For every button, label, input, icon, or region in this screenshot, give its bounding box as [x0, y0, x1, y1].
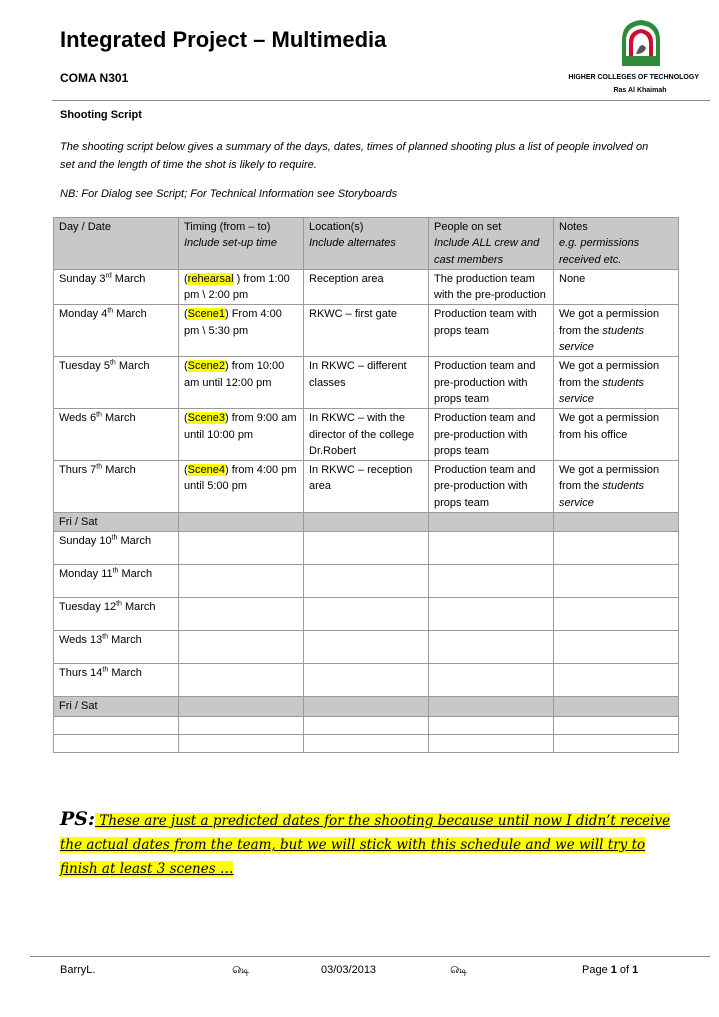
table-row [54, 532, 679, 565]
table-row [54, 734, 679, 752]
empty-cell [179, 697, 304, 716]
header-divider [52, 100, 710, 101]
day-label: Weds 6 [59, 412, 97, 425]
empty-cell [179, 565, 304, 598]
month-label: March [115, 360, 150, 373]
column-header-title: Day / Date [59, 221, 111, 233]
column-header [54, 218, 179, 270]
empty-cell [179, 532, 304, 565]
ps-note [60, 807, 680, 881]
empty-cell [304, 716, 429, 734]
notes-text: We got a permission from the [559, 308, 660, 337]
empty-cell [554, 598, 679, 631]
notes-emphasis: students service [559, 480, 644, 509]
empty-cell [554, 513, 679, 532]
empty-cell [554, 631, 679, 664]
notes-text: None [559, 272, 586, 285]
timing-cell [179, 305, 304, 357]
day-label: Monday 4 [59, 308, 108, 321]
footer-page-number [582, 964, 638, 976]
table-row [54, 716, 679, 734]
notes-cell [554, 269, 679, 305]
empty-cell [179, 631, 304, 664]
location-cell: Reception area [304, 269, 429, 305]
day-label: Thurs 14 [59, 667, 103, 680]
empty-cell [429, 513, 554, 532]
scene-highlight: Scene2 [187, 360, 225, 373]
timing-range: ) from 9:00 am until 10:00 pm [184, 412, 297, 441]
footer-date: 03/03/2013 [321, 964, 377, 976]
people-cell: The production team with the pre-production [429, 269, 554, 305]
table-row [54, 565, 679, 598]
day-date-cell [54, 532, 179, 565]
notes-text: We got a permission from the [559, 464, 660, 493]
empty-cell [554, 734, 679, 752]
column-header [429, 218, 554, 270]
empty-cell [429, 565, 554, 598]
empty-cell [429, 532, 554, 565]
location-cell: RKWC – first gate [304, 305, 429, 357]
scene-highlight: Scene3 [187, 412, 225, 425]
month-label: March [108, 634, 142, 647]
day-date-cell [54, 269, 179, 305]
location-cell: In RKWC – different classes [304, 357, 429, 409]
day-ordinal: th [96, 411, 102, 419]
day-label: Tuesday 5 [59, 360, 110, 373]
ps-message: These are just a predicted dates for the shooting because until now I didn’t receive the actual dates from the team, but we will stick with this schedule and we will try to finish at least 3 scenes … [60, 813, 671, 877]
column-header-title: Timing (from – to) [184, 221, 271, 233]
timing-open: ( [184, 272, 188, 285]
people-cell: Production team with props team [429, 305, 554, 357]
footer-ornament-icon: ௸ [232, 964, 250, 976]
empty-cell [304, 565, 429, 598]
empty-cell [54, 734, 179, 752]
column-header-hint: e.g. permissions received etc. [559, 237, 640, 266]
notes-text: We got a permission from the [559, 360, 660, 389]
timing-open: ( [184, 308, 188, 321]
month-label: March [101, 412, 136, 425]
page-of: of [616, 964, 633, 976]
column-header-hint: Include ALL crew and cast members [434, 237, 540, 266]
weekend-row [54, 697, 679, 716]
column-header [554, 218, 679, 270]
empty-cell [179, 598, 304, 631]
day-label: Weds 13 [59, 634, 103, 647]
scene-highlight: rehearsal [187, 272, 234, 285]
location-cell: In RKWC – reception area [304, 461, 429, 513]
day-ordinal: th [102, 666, 109, 674]
column-header-title: People on set [434, 221, 502, 233]
people-cell: Production team and pre-production with props team [429, 357, 554, 409]
column-header-hint: Include alternates [309, 237, 396, 250]
table-row [54, 409, 679, 461]
empty-cell [554, 716, 679, 734]
column-header-hint: Include set-up time [184, 237, 277, 250]
scene-highlight: Scene1 [187, 308, 225, 321]
ps-label: PS: [60, 808, 96, 830]
empty-cell [304, 697, 429, 716]
month-label: March [111, 272, 146, 285]
empty-cell [304, 513, 429, 532]
column-header [304, 218, 429, 270]
month-label: March [121, 601, 156, 614]
table-row [54, 269, 679, 305]
empty-cell [429, 631, 554, 664]
column-header-title: Location(s) [309, 221, 364, 233]
day-ordinal: rd [105, 272, 112, 280]
empty-cell [54, 716, 179, 734]
day-date-cell [54, 461, 179, 513]
month-label: March [117, 535, 152, 548]
empty-cell [304, 598, 429, 631]
notes-cell [554, 409, 679, 461]
timing-cell [179, 461, 304, 513]
notes-text: We got a permission from his office [559, 412, 660, 441]
table-row [54, 631, 679, 664]
notes-emphasis: students service [559, 376, 644, 405]
day-ordinal: th [107, 307, 114, 315]
column-header-title: Notes [559, 221, 588, 233]
day-label: Thurs 7 [59, 464, 97, 477]
empty-cell [304, 631, 429, 664]
notes-emphasis: students service [559, 324, 644, 354]
empty-cell [429, 716, 554, 734]
timing-range: ) From 4:00 pm \ 5:30 pm [184, 308, 282, 337]
timing-range: ) from 10:00 am until 12:00 pm [184, 360, 285, 389]
location-cell: In RKWC – with the director of the college Dr.Robert [304, 409, 429, 461]
notes-cell [554, 305, 679, 357]
institution-name: HIGHER COLLEGES OF TECHNOLOGY [568, 74, 699, 81]
table-row [54, 461, 679, 513]
page-word: Page [582, 964, 611, 976]
people-cell: Production team and pre-production with props team [429, 461, 554, 513]
table-row [54, 305, 679, 357]
document-title: Integrated Project – Multimedia [60, 27, 387, 52]
day-label: Tuesday 12 [59, 601, 117, 614]
intro-paragraph: The shooting script below gives a summary of the days, dates, times of planned shooting plus a list of people involved on set and the length of time the shot is likely to require. [60, 141, 649, 171]
day-date-cell [54, 305, 179, 357]
day-ordinal: th [109, 359, 116, 367]
weekend-row [54, 513, 679, 532]
month-label: March [108, 667, 142, 680]
empty-cell [179, 716, 304, 734]
day-ordinal: th [96, 463, 103, 471]
weekend-label: Fri / Sat [54, 513, 179, 532]
timing-cell [179, 357, 304, 409]
day-ordinal: th [112, 567, 119, 575]
day-ordinal: th [102, 633, 109, 641]
course-code: COMA N301 [60, 71, 129, 85]
footer-divider [30, 956, 710, 957]
notes-cell [554, 357, 679, 409]
day-date-cell [54, 664, 179, 697]
hct-logo-icon [616, 18, 666, 68]
empty-cell [429, 664, 554, 697]
day-label: Monday 11 [59, 568, 113, 581]
empty-cell [429, 734, 554, 752]
day-date-cell [54, 565, 179, 598]
day-date-cell [54, 631, 179, 664]
day-label: Sunday 3 [59, 272, 106, 285]
timing-open: ( [184, 464, 188, 477]
timing-open: ( [184, 412, 188, 425]
column-header [179, 218, 304, 270]
timing-range: ) from 1:00 pm \ 2:00 pm [184, 272, 290, 302]
empty-cell [304, 532, 429, 565]
day-date-cell [54, 598, 179, 631]
people-cell: Production team and pre-production with props team [429, 409, 554, 461]
timing-open: ( [184, 360, 188, 373]
table-row [54, 664, 679, 697]
day-date-cell [54, 409, 179, 461]
empty-cell [554, 565, 679, 598]
empty-cell [429, 697, 554, 716]
scene-highlight: Scene4 [187, 464, 225, 477]
day-ordinal: th [111, 534, 118, 542]
empty-cell [429, 598, 554, 631]
empty-cell [554, 664, 679, 697]
section-title: Shooting Script [60, 109, 142, 121]
empty-cell [179, 513, 304, 532]
month-label: March [102, 464, 136, 477]
empty-cell [179, 664, 304, 697]
month-label: March [113, 308, 147, 321]
empty-cell [554, 697, 679, 716]
table-row [54, 598, 679, 631]
empty-cell [179, 734, 304, 752]
month-label: March [118, 568, 153, 581]
timing-cell [179, 409, 304, 461]
campus-name: Ras Al Khaimah [613, 87, 667, 94]
shooting-schedule-table [53, 217, 679, 753]
page-current: 1 [610, 964, 617, 976]
table-row [54, 357, 679, 409]
footer-ornament-icon: ௸ [450, 964, 468, 976]
timing-range: ) from 4:00 pm until 5:00 pm [184, 464, 297, 493]
day-date-cell [54, 357, 179, 409]
day-ordinal: th [116, 600, 122, 608]
page-total: 1 [632, 964, 639, 976]
footer-author: BarryL. [60, 964, 96, 976]
empty-cell [304, 734, 429, 752]
notes-cell [554, 461, 679, 513]
timing-cell [179, 269, 304, 305]
nb-note: NB: For Dialog see Script; For Technical Information see Storyboards [60, 188, 398, 200]
table-header-row [54, 218, 679, 270]
day-label: Sunday 10 [59, 535, 112, 548]
empty-cell [304, 664, 429, 697]
empty-cell [554, 532, 679, 565]
weekend-label: Fri / Sat [54, 697, 179, 716]
